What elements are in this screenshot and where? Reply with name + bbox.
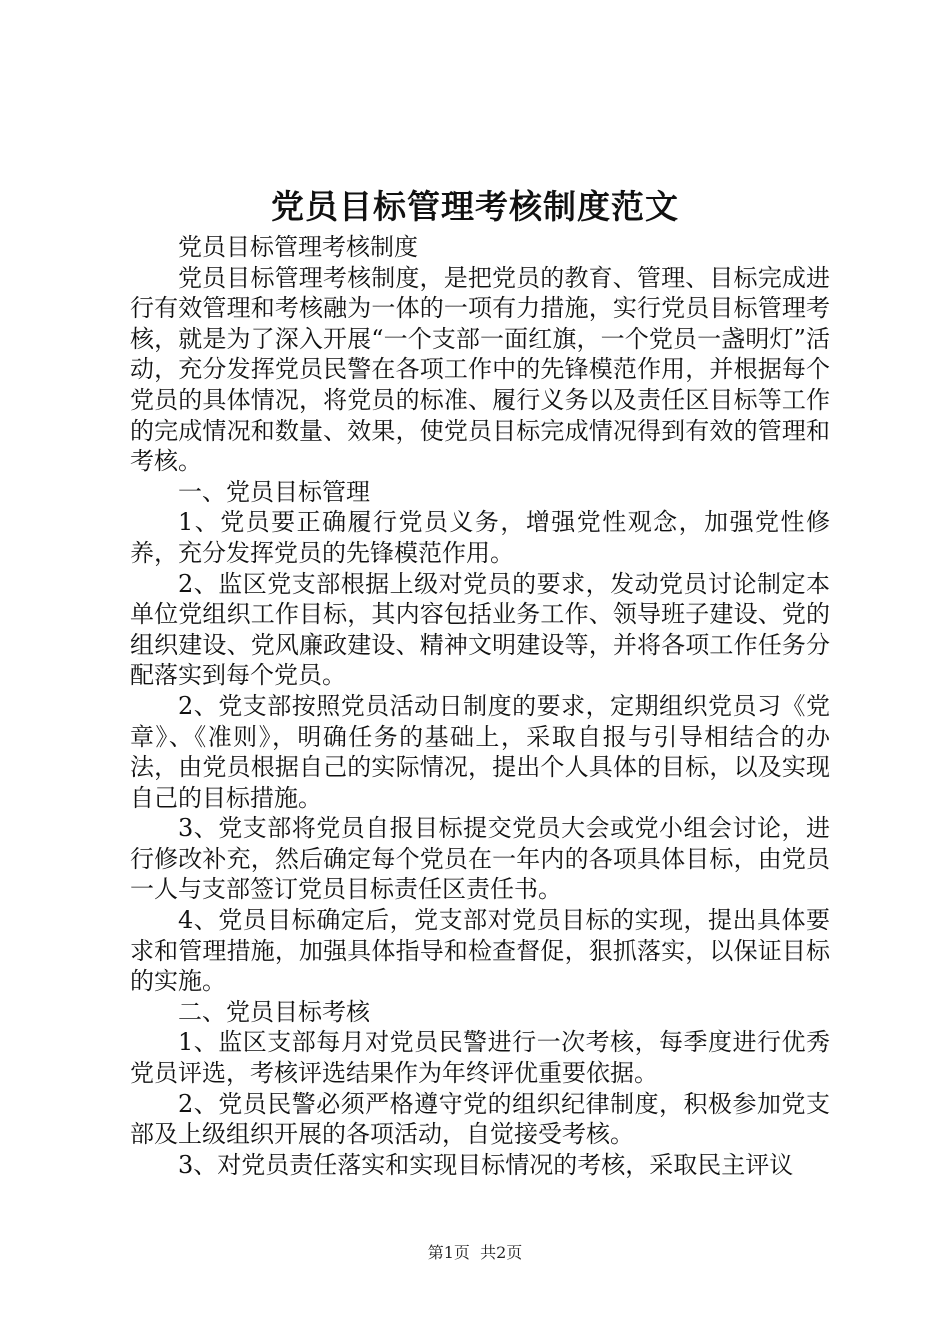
paragraph: 4、党员目标确定后，党支部对党员目标的实现，提出具体要求和管理措施，加强具体指导和检查督促，狠抓落实，以保证目标的实施。 [130, 906, 830, 996]
paragraph: 2、监区党支部根据上级对党员的要求，发动党员讨论制定本单位党组织工作目标，其内容包括业务工作、领导班子建设、党的组织建设、党风廉政建设、精神文明建设等，并将各项工作任务分配落实到每个党员。 [130, 569, 830, 690]
paragraph: 党员目标管理考核制度，是把党员的教育、管理、目标完成进行有效管理和考核融为一体的一项有力措施，实行党员目标管理考核，就是为了深入开展“一个支部一面红旗，一个党员一盏明灯”活动，充分发挥党员民警在各项工作中的先锋模范作用，并根据每个党员的具体情况，将党员的标准、履行义务以及责任区目标等工作的完成情况和数量、效果，使党员目标完成情况得到有效的管理和考核。 [130, 263, 830, 476]
page-total: 共2页 [480, 1243, 523, 1262]
paragraph: 2、党支部按照党员活动日制度的要求，定期组织党员习《党章》、《准则》，明确任务的基础上，采取自报与引导相结合的办法，由党员根据自己的实际情况，提出个人具体的目标，以及实现自己的目标措施。 [130, 691, 830, 812]
paragraph: 3、党支部将党员自报目标提交党员大会或党小组会讨论，进行修改补充，然后确定每个党员在一年内的各项具体目标，由党员一人与支部签订党员目标责任区责任书。 [130, 814, 830, 904]
paragraph: 党员目标管理考核制度 [178, 233, 418, 261]
document-body [130, 232, 830, 1180]
section-heading: 二、党员目标考核 [178, 997, 370, 1026]
page-number: 第1页 [427, 1243, 470, 1262]
paragraph: 1、监区支部每月对党员民警进行一次考核，每季度进行优秀党员评选，考核评选结果作为年终评优重要依据。 [130, 1028, 830, 1088]
section-heading: 一、党员目标管理 [178, 477, 370, 506]
paragraph: 2、党员民警必须严格遵守党的组织纪律制度，积极参加党支部及上级组织开展的各项活动，自觉接受考核。 [130, 1089, 830, 1149]
paragraph: 1、党员要正确履行党员义务，增强党性观念，加强党性修养，充分发挥党员的先锋模范作用。 [130, 508, 830, 567]
document-title: 党员目标管理考核制度范文 [271, 187, 679, 226]
page-footer [0, 1243, 950, 1263]
paragraph: 3、对党员责任落实和实现目标情况的考核，采取民主评议 [178, 1150, 794, 1179]
